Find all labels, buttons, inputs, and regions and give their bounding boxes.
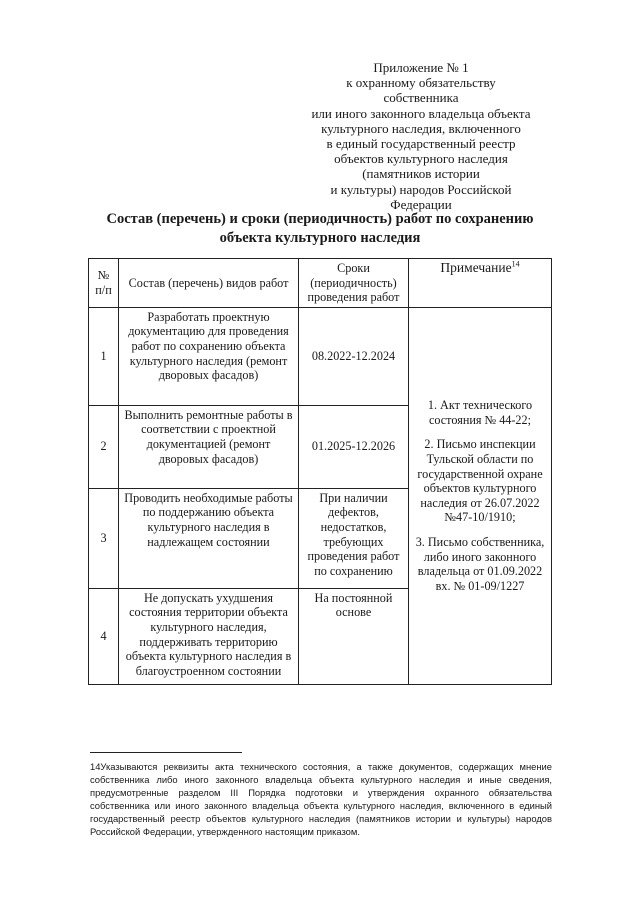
works-table [88,258,552,685]
row-term: На постоянной основе [299,588,409,684]
title-line-1: Состав (перечень) и сроки (периодичность) работ по сохранению [106,211,534,227]
row-work: Разработать проектную документацию для проведения работ по сохранению объекта культурного наследия (ремонт дворовых фасадов) [119,307,299,405]
appendix-line: (памятников истории [362,166,480,182]
header-work: Состав (перечень) видов работ [119,259,299,308]
header-num: № п/п [89,259,119,308]
appendix-header [286,60,556,212]
header-note [409,259,552,308]
table-row [89,307,552,405]
document-title [90,210,550,248]
appendix-line: и культуры) народов Российской [330,181,512,197]
row-term: 01.2025-12.2026 [299,405,409,488]
appendix-line: объектов культурного наследия [334,151,508,167]
row-work: Проводить необходимые работы по поддержанию объекта культурного наследия в надлежащем состоянии [119,488,299,588]
note-item-1: 1. Акт технического состояния № 44-22; [427,398,533,427]
header-term: Сроки (периодичность) проведения работ [299,259,409,308]
row-term: При наличии дефектов, недостатков, требующих проведения работ по сохранению [299,488,409,588]
footnote: 14Указываются реквизиты акта технического состояния, а также документов, содержащих мнение собственника либо иного законного владельца объекта культурного наследия и иные сведения, предусмотренные разделом III Порядка подготовки и утверждения охранного обязательства собственника или иного законного владельца объекта культурного наследия, включенного в единый государственный реестр объектов культурного наследия (памятников истории и культуры) народов Российской Федерации, утвержденного настоящим приказом. [90,761,552,837]
row-work: Не допускать ухудшения состояния территории объекта культурного наследия, поддерживать территорию объекта культурного наследия в благоустроенном состоянии [119,588,299,684]
footnote-ref: 14 [511,259,520,269]
footnote-divider [90,752,242,753]
note-cell [409,307,552,684]
row-num: 3 [89,488,119,588]
appendix-line: Приложение № 1 [373,60,469,75]
header-note-label: Примечание [440,260,512,275]
note-item-2: 2. Письмо инспекции Тульской области по государственной охране объектов культурного наследия от 26.07.2022 №47-10/1910; [417,437,543,525]
row-term: 08.2022-12.2024 [299,307,409,405]
appendix-line: или иного законного владельца объекта [311,105,531,121]
row-num: 2 [89,405,119,488]
appendix-line: к охранному обязательству [346,75,496,91]
row-num: 1 [89,307,119,405]
appendix-line: в единый государственный реестр [326,136,516,152]
row-num: 4 [89,588,119,684]
appendix-line: Федерации [390,196,452,212]
title-line-2: объекта культурного наследия [219,230,421,246]
appendix-line: собственника [383,90,459,106]
row-work: Выполнить ремонтные работы в соответствии с проектной документацией (ремонт дворовых фасадов) [119,405,299,488]
note-item-3: 3. Письмо собственника, либо иного законного владельца от 01.09.2022 вх. № 01-09/1227 [415,534,545,593]
appendix-line: культурного наследия, включенного [321,120,521,136]
table-header-row [89,259,552,308]
